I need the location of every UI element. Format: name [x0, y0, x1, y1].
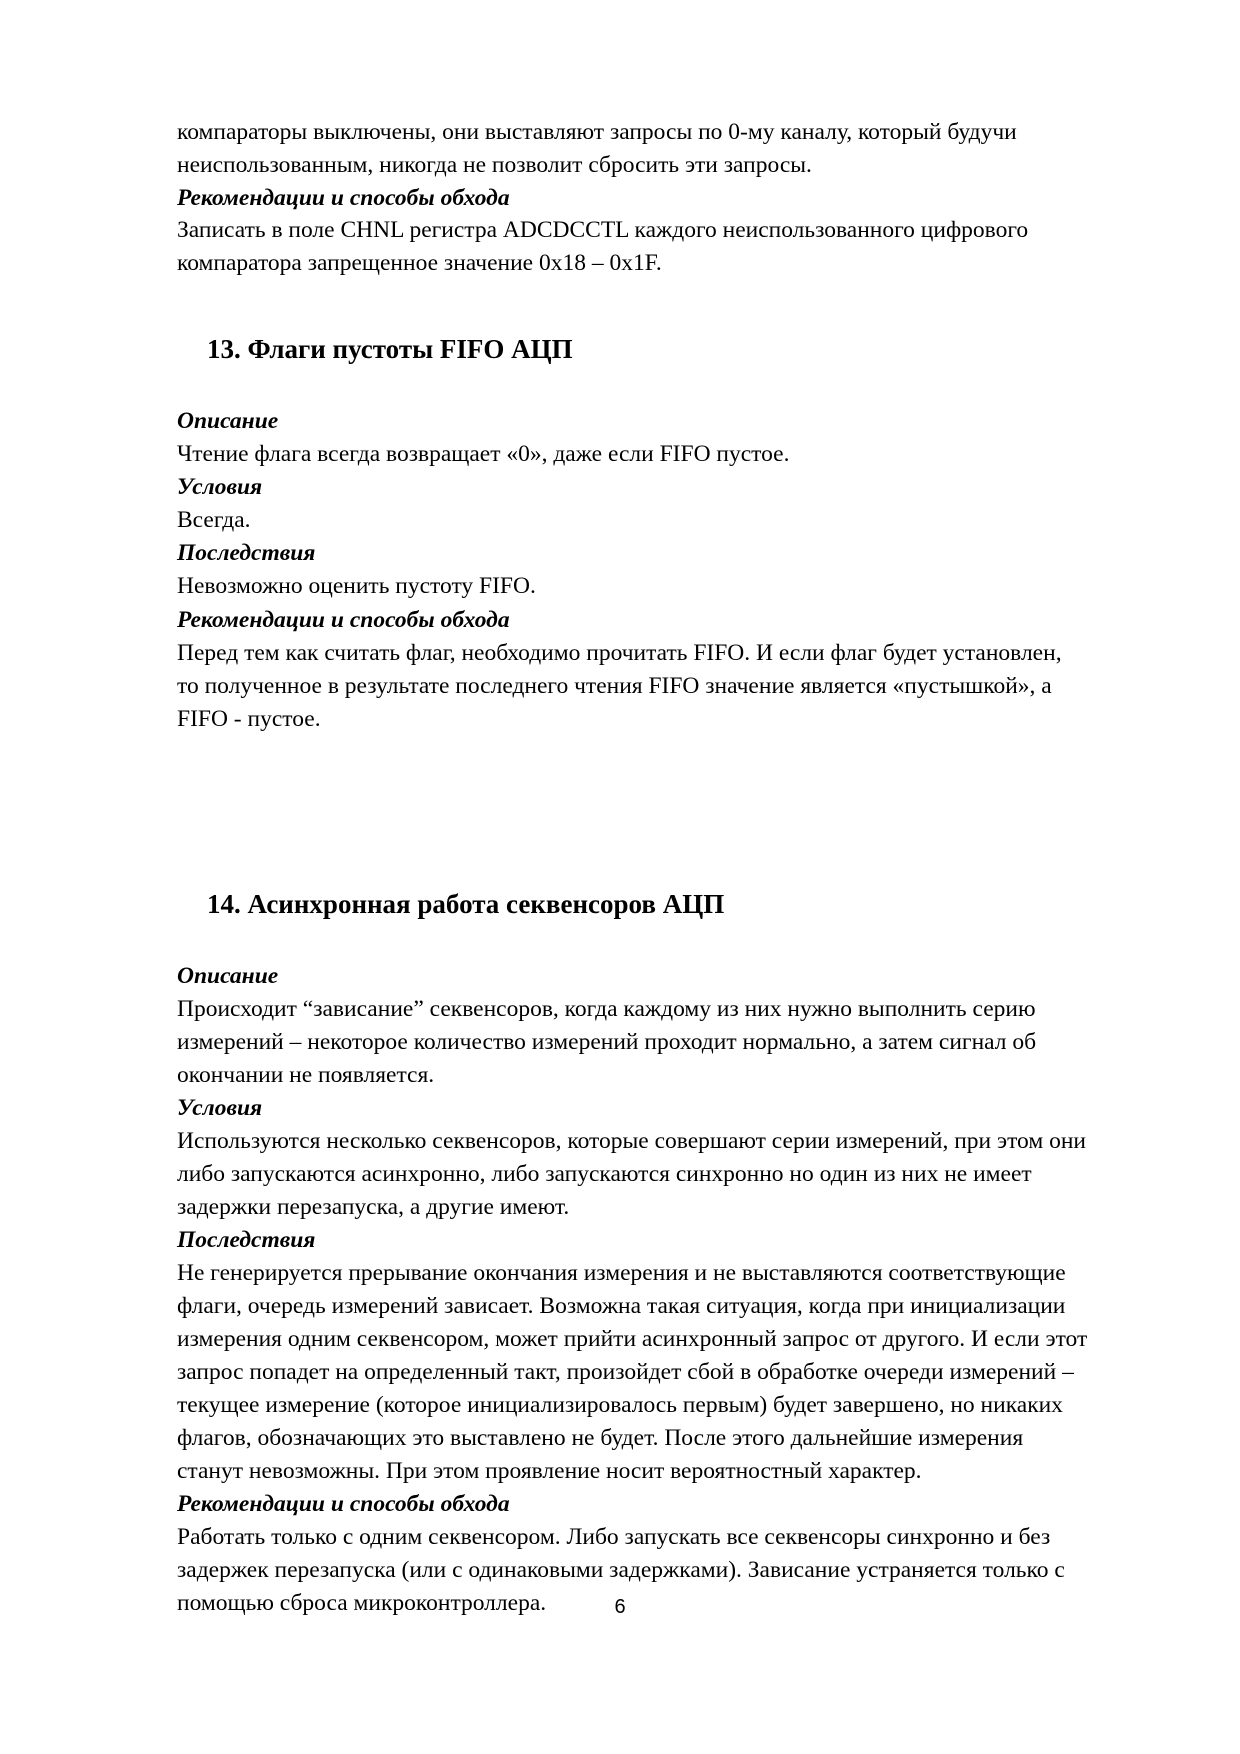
section-14-consequences-line: измерения одним секвенсором, может прийти асинхронный запрос от другого. И если этот — [177, 1326, 1088, 1352]
section-14-consequences-line: флагов, обозначающих это выставлено не будет. После этого дальнейшие измерения — [177, 1425, 1024, 1451]
intro-workaround-line: Записать в поле CHNL регистра ADCDCCTL каждого неиспользованного цифрового — [177, 217, 1029, 243]
page-number: 6 — [614, 1596, 626, 1618]
section-14-description-line: Происходит “зависание” секвенсоров, когда каждому из них нужно выполнить серию — [177, 996, 1036, 1022]
section-14-conditions-line: задержки перезапуска, а другие имеют. — [177, 1194, 570, 1220]
section-13-workaround-label: Рекомендации и способы обхода — [177, 607, 510, 633]
section-14-conditions-line: Используются несколько секвенсоров, которые совершают серии измерений, при этом они — [177, 1128, 1086, 1154]
section-14-consequences-label: Последствия — [177, 1227, 316, 1253]
section-13-workaround-line: Перед тем как считать флаг, необходимо прочитать FIFO. И если флаг будет установлен, — [177, 640, 1062, 666]
section-14-description-line: измерений – некоторое количество измерений проходит нормально, а затем сигнал об — [177, 1029, 1037, 1055]
section-13-conditions-line: Всегда. — [177, 507, 251, 533]
intro-workaround-line: компаратора запрещенное значение 0x18 – 0x1F. — [177, 250, 662, 276]
section-14-workaround-label: Рекомендации и способы обхода — [177, 1491, 510, 1517]
section-13-description-line: Чтение флага всегда возвращает «0», даже если FIFO пустое. — [177, 441, 790, 467]
section-14-description-line: окончании не появляется. — [177, 1062, 435, 1088]
section-14-consequences-line: станут невозможны. При этом проявление носит вероятностный характер. — [177, 1458, 922, 1484]
section-14-consequences-line: Не генерируется прерывание окончания измерения и не выставляются соответствующие — [177, 1260, 1066, 1286]
section-14-description-label: Описание — [177, 963, 279, 989]
section-14-workaround-line: задержек перезапуска (или с одинаковыми задержками). Зависание устраняется только с — [177, 1557, 1065, 1583]
section-13-workaround-line: то полученное в результате последнего чтения FIFO значение является «пустышкой», а — [177, 673, 1052, 699]
section-14-conditions-line: либо запускаются асинхронно, либо запускаются синхронно но один из них не имеет — [177, 1161, 1032, 1187]
section-14-consequences-line: текущее измерение (которое инициализировалось первым) будет завершено, но никаких — [177, 1392, 1063, 1418]
section-14-workaround-line: Работать только с одним секвенсором. Либо запускать все секвенсоры синхронно и без — [177, 1524, 1051, 1550]
section-14-conditions-label: Условия — [177, 1095, 263, 1121]
section-13-consequences-label: Последствия — [177, 540, 316, 566]
intro-line: компараторы выключены, они выставляют запросы по 0-му каналу, который будучи — [177, 119, 1017, 145]
section-13-heading: 13. Флаги пустоты FIFO АЦП — [207, 334, 573, 364]
section-13-conditions-label: Условия — [177, 474, 263, 500]
section-14-consequences-line: флаги, очередь измерений зависает. Возможна такая ситуация, когда при инициализации — [177, 1293, 1066, 1319]
section-13-workaround-line: FIFO - пустое. — [177, 706, 321, 732]
intro-workaround-label: Рекомендации и способы обхода — [177, 185, 510, 211]
section-13-consequences-line: Невозможно оценить пустоту FIFO. — [177, 573, 536, 599]
section-14-consequences-line: запрос попадет на определенный такт, произойдет сбой в обработке очереди измерений – — [177, 1359, 1074, 1385]
intro-line: неиспользованным, никогда не позволит сбросить эти запросы. — [177, 152, 812, 178]
section-14-workaround-line: помощью сброса микроконтроллера. — [177, 1590, 547, 1616]
section-14-heading: 14. Асинхронная работа секвенсоров АЦП — [207, 889, 725, 919]
section-13-description-label: Описание — [177, 408, 279, 434]
